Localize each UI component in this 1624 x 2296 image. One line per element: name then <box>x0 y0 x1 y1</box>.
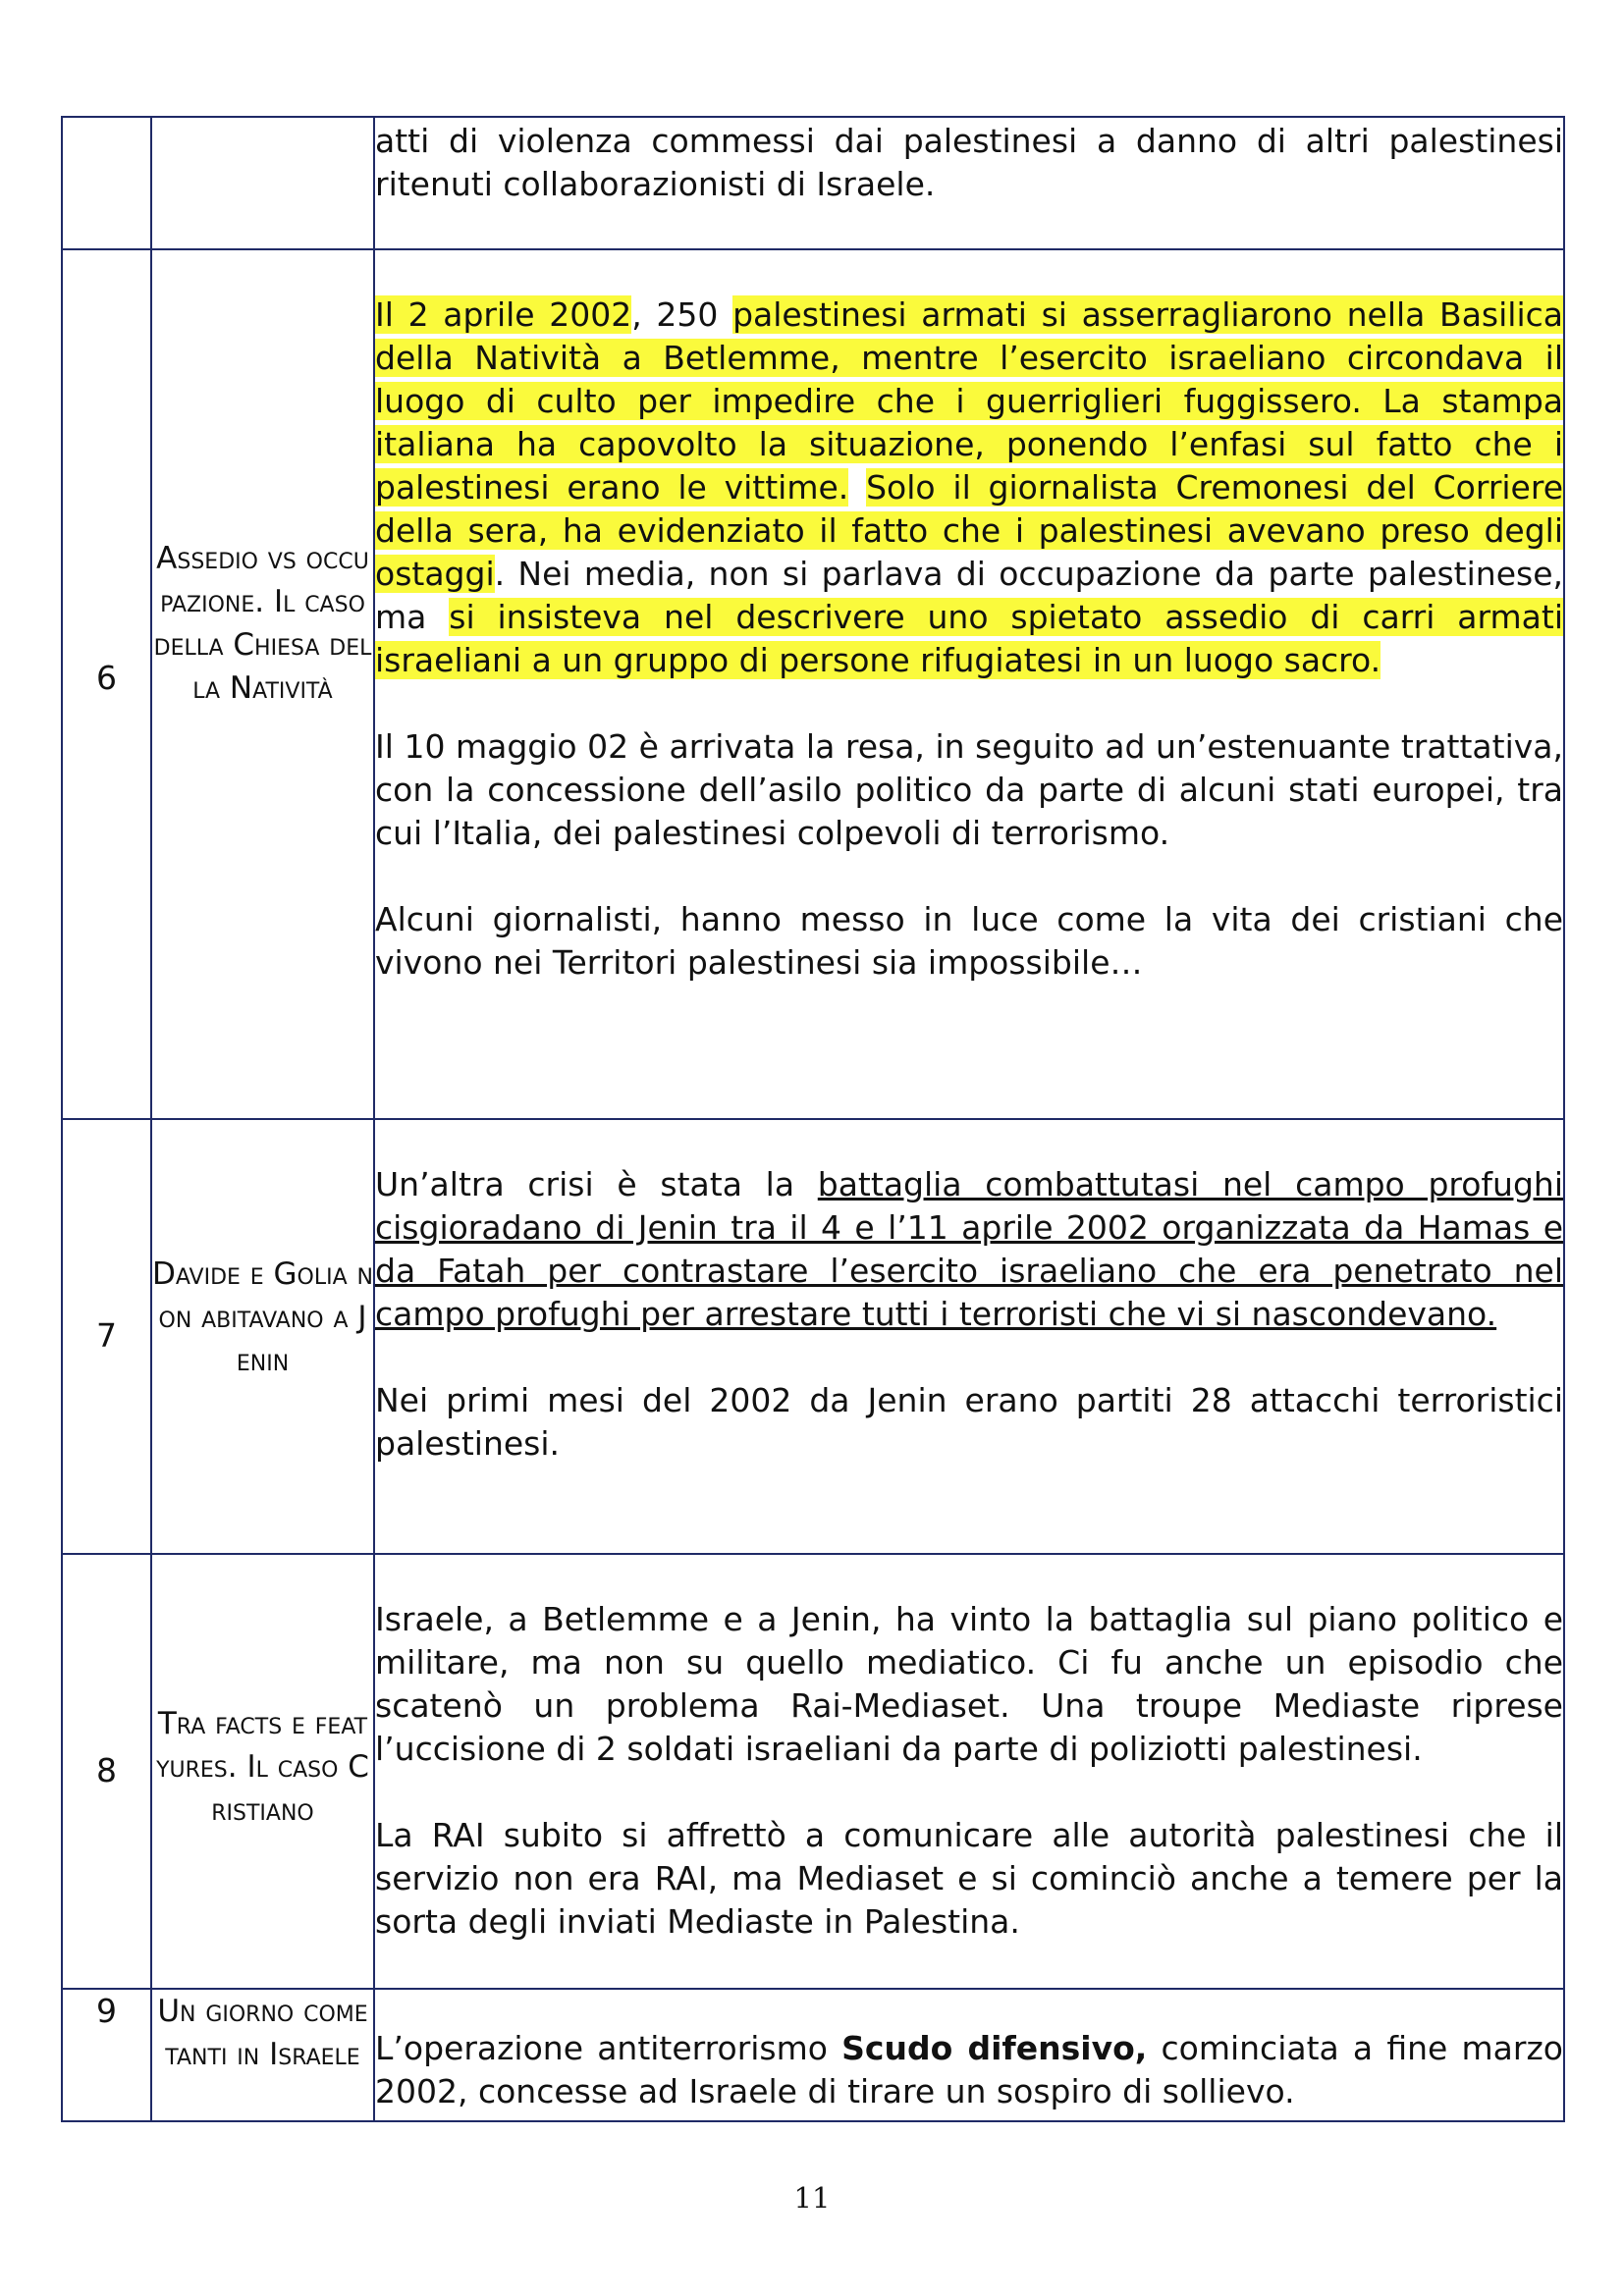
row-number-cell <box>62 117 151 249</box>
row-number-cell <box>62 249 151 1119</box>
row-title: Davide e Golia non abitavano a Jenin <box>152 1256 373 1378</box>
row-number-cell <box>62 1119 151 1554</box>
row-title-cell <box>151 1119 374 1554</box>
row-title-cell <box>151 249 374 1119</box>
paragraph: Il 2 aprile 2002, 250 palestinesi armati si asserragliarono nella Basilica della Natività a Betlemme, mentre l’esercito israeliano circondava il luogo di culto per impedire che i guerriglieri fuggissero. La stampa italiana ha capovolto la situazione, ponendo l’enfasi sul fatto che i palestinesi erano le vittime. Solo il giornalista Cremonesi del Corriere della sera, ha evidenziato il fatto che i palestinesi avevano preso degli ostaggi. Nei media, non si parlava di occupazione da parte palestinese, ma si insisteva nel descrivere uno spietato assedio di carri armati israeliani a un gruppo di persone rifugiatesi in un luogo sacro. <box>375 295 1564 679</box>
content-table <box>61 116 1565 2122</box>
row-content-cell <box>374 1989 1564 2121</box>
row-number-cell <box>62 1554 151 1989</box>
table-row <box>62 1119 1564 1554</box>
highlighted-text: palestinesi armati si asserragliarono nella Basilica della Natività a Betlemme, mentre l’esercito israeliano circondava il luogo di culto per impedire che i guerriglieri fuggissero. La stampa italiana ha capovolto la situazione, ponendo l’enfasi sul fatto che i palestinesi erano le vittime. <box>375 295 1563 507</box>
row-title-cell <box>151 1554 374 1989</box>
paragraph: Il 10 maggio 02 è arrivata la resa, in seguito ad un’estenuante trattativa, con la concessione dell’asilo politico da parte di alcuni stati europei, tra cui l’Italia, dei palestinesi colpevoli di terrorismo. <box>375 727 1563 852</box>
row-title: Assedio vs occupazione. Il caso della Chiesa della Natività <box>153 541 372 706</box>
paragraph: L’operazione antiterrorismo Scudo difensivo, cominciata a fine marzo 2002, concesse ad Israele di tirare un sospiro di sollievo. <box>375 2029 1563 2110</box>
highlighted-text: si insisteva nel descrivere uno spietato assedio di carri armati israeliani a un gruppo di persone rifugiatesi in un luogo sacro. <box>375 598 1563 679</box>
table-row <box>62 1554 1564 1989</box>
paragraph: Un’altra crisi è stata la battaglia combattutasi nel campo profughi cisgioradano di Jenin tra il 4 e l’11 aprile 2002 organizzata da Hamas e da Fatah per contrastare l’esercito israeliano che era penetrato nel campo profughi per arrestare tutti i terroristi che vi si nascondevano. <box>375 1165 1563 1333</box>
page-number: 11 <box>793 2181 831 2215</box>
underlined-text: battaglia combattutasi nel campo profughi cisgioradano di Jenin tra il 4 e l’11 aprile 2002 organizzata da Hamas e da Fatah per contrastare l’esercito israeliano che era penetrato nel campo profughi per arrestare tutti i terroristi che vi si nascondevano. <box>375 1165 1563 1333</box>
bold-text: Scudo difensivo, <box>841 2029 1148 2067</box>
table-row <box>62 249 1564 1119</box>
row-title: Un giorno come tanti in Israele <box>157 1994 368 2072</box>
row-number: 9 <box>96 1992 117 2030</box>
paragraph: atti di violenza commessi dai palestinesi a danno di altri palestinesi ritenuti collaborazionisti di Israele. <box>375 122 1563 203</box>
paragraph: Nei primi mesi del 2002 da Jenin erano partiti 28 attacchi terroristici palestinesi. <box>375 1381 1563 1463</box>
table-row <box>62 117 1564 249</box>
row-content-cell <box>374 117 1564 249</box>
row-title-cell <box>151 1989 374 2121</box>
row-number: 8 <box>96 1751 117 1789</box>
row-content-cell <box>374 1554 1564 1989</box>
paragraph: La RAI subito si affrettò a comunicare alle autorità palestinesi che il servizio non era RAI, ma Mediaset e si cominciò anche a temere per la sorta degli inviati Mediaste in Palestina. <box>375 1816 1563 1941</box>
paragraph: Alcuni giornalisti, hanno messo in luce come la vita dei cristiani che vivono nei Territori palestinesi sia impossibile… <box>375 900 1563 982</box>
table-row <box>62 1989 1564 2121</box>
row-title: Tra facts e featyures. Il caso Cristiano <box>156 1706 369 1828</box>
row-content-cell <box>374 1119 1564 1554</box>
highlighted-text: Solo il giornalista Cremonesi del Corriere della sera, ha evidenziato il fatto che i palestinesi avevano preso degli ostaggi <box>375 468 1564 593</box>
row-number: 7 <box>96 1316 117 1355</box>
row-content-cell <box>374 249 1564 1119</box>
highlighted-text: Il 2 aprile 2002 <box>375 295 632 334</box>
row-number-cell <box>62 1989 151 2121</box>
row-title-cell <box>151 117 374 249</box>
paragraph: Israele, a Betlemme e a Jenin, ha vinto la battaglia sul piano politico e militare, ma non su quello mediatico. Ci fu anche un episodio che scatenò un problema Rai-Mediaset. Una troupe Mediaste riprese l’uccisione di 2 soldati israeliani da parte di poliziotti palestinesi. <box>375 1600 1563 1768</box>
row-number: 6 <box>96 659 117 697</box>
